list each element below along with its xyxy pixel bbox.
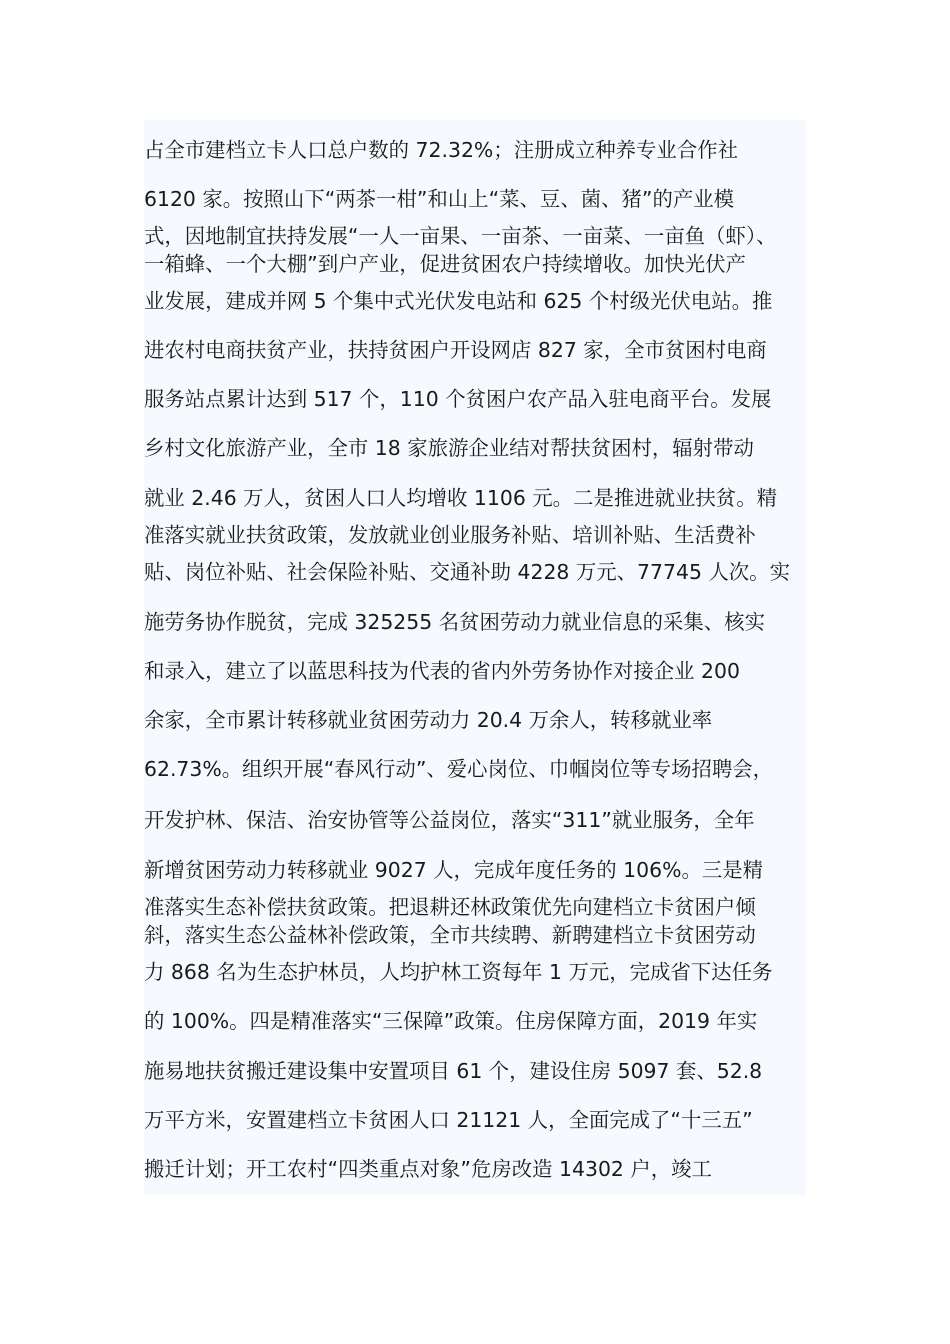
text-line: 的 100%。四是精准落实“三保障”政策。住房保障方面，2019 年实: [144, 1009, 758, 1033]
text-line: 乡村文化旅游产业，全市 18 家旅游企业结对帮扶贫困村，辐射带动: [144, 436, 754, 460]
text-line: 搬迁计划；开工农村“四类重点对象”危房改造 14302 户，竣工: [144, 1157, 712, 1181]
text-line: 进农村电商扶贫产业，扶持贫困户开设网店 827 家，全市贫困村电商: [144, 338, 767, 362]
text-line: 业发展，建成并网 5 个集中式光伏发电站和 625 个村级光伏电站。推: [144, 289, 773, 313]
text-line: 施易地扶贫搬迁建设集中安置项目 61 个，建设住房 5097 套、52.8: [144, 1059, 763, 1083]
text-line: 62.73%。组织开展“春风行动”、爱心岗位、巾帼岗位等专场招聘会，: [144, 757, 774, 781]
text-line: 力 868 名为生态护林员，人均护林工资每年 1 万元，完成省下达任务: [144, 960, 773, 984]
text-line: 万平方米，安置建档立卡贫困人口 21121 人，全面完成了“十三五”: [144, 1108, 753, 1132]
text-line: 式，因地制宜扶持发展“一人一亩果、一亩茶、一亩菜、一亩鱼（虾）、: [144, 224, 777, 248]
text-line: 斜，落实生态公益林补偿政策，全市共续聘、新聘建档立卡贫困劳动: [144, 923, 756, 947]
text-line: 开发护林、保洁、治安协管等公益岗位，落实“311”就业服务，全年: [144, 808, 755, 832]
text-line: 一箱蜂、一个大棚”到户产业，促进贫困农户持续增收。加快光伏产: [144, 252, 746, 276]
text-line: 贴、岗位补贴、社会保险补贴、交通补助 4228 万元、77745 人次。实: [144, 560, 790, 584]
text-line: 6120 家。按照山下“两茶一柑”和山上“菜、豆、菌、猪”的产业模: [144, 187, 735, 211]
text-line: 准落实生态补偿扶贫政策。把退耕还林政策优先向建档立卡贫困户倾: [144, 895, 756, 919]
text-line: 余家，全市累计转移就业贫困劳动力 20.4 万余人，转移就业率: [144, 708, 713, 732]
text-line: 施劳务协作脱贫，完成 325255 名贫困劳动力就业信息的采集、核实: [144, 610, 765, 634]
text-line: 准落实就业扶贫政策，发放就业创业服务补贴、培训补贴、生活费补: [144, 523, 756, 547]
text-line: 就业 2.46 万人，贫困人口人均增收 1106 元。二是推进就业扶贫。精: [144, 486, 777, 510]
text-line: 新增贫困劳动力转移就业 9027 人，完成年度任务的 106%。三是精: [144, 858, 764, 882]
text-line: 服务站点累计达到 517 个，110 个贫困户农产品入驻电商平台。发展: [144, 387, 772, 411]
text-line: 和录入，建立了以蓝思科技为代表的省内外劳务协作对接企业 200: [144, 659, 740, 683]
text-line: 占全市建档立卡人口总户数的 72.32%；注册成立种养专业合作社: [144, 138, 738, 162]
